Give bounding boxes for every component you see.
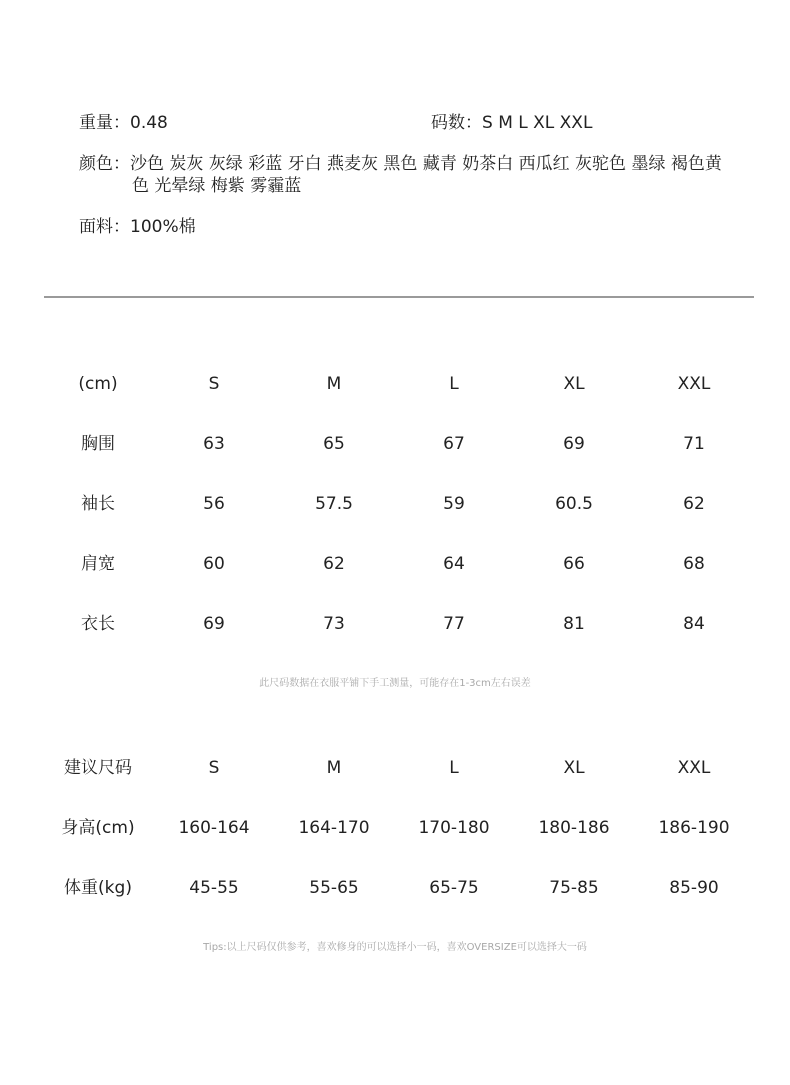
table-cell: 57.5 [315, 494, 353, 514]
table-cell: 77 [443, 614, 465, 634]
row-label: 肩宽 [81, 554, 115, 574]
section-divider [44, 296, 754, 298]
weight-spec [79, 112, 168, 134]
table-header-cell: S [208, 374, 220, 394]
table-cell: 56 [203, 494, 225, 514]
measurement-note: 此尺码数据在衣服平铺下手工测量，可能存在1-3cm左右误差 [259, 678, 531, 689]
measurement-header-row [0, 372, 790, 396]
table-cell: 69 [203, 614, 225, 634]
table-cell: 45-55 [189, 878, 239, 898]
row-label: 体重(kg) [64, 878, 132, 898]
row-label: 胸围 [81, 434, 115, 454]
table-cell: 64 [443, 554, 465, 574]
table-cell: 75-85 [549, 878, 599, 898]
table-cell: 85-90 [669, 878, 719, 898]
colors-label: 颜色： [79, 154, 130, 174]
table-cell: 62 [683, 494, 705, 514]
table-cell: 160-164 [178, 818, 250, 838]
table-cell: 59 [443, 494, 465, 514]
table-cell: 73 [323, 614, 345, 634]
table-header-cell: (cm) [78, 374, 118, 394]
table-header-cell: 建议尺码 [64, 758, 132, 778]
table-row [0, 612, 790, 636]
sizes-label: 码数： [431, 113, 482, 133]
table-row [0, 876, 790, 900]
table-header-cell: XL [563, 758, 585, 778]
table-cell: 65 [323, 434, 345, 454]
table-header-cell: M [326, 374, 342, 394]
colors-line1: 沙色 炭灰 灰绿 彩蓝 牙白 燕麦灰 黑色 藏青 奶茶白 西瓜红 灰驼色 墨绿 褐色黄 [130, 154, 722, 174]
table-cell: 68 [683, 554, 705, 574]
table-header-cell: S [208, 758, 220, 778]
table-cell: 60.5 [555, 494, 593, 514]
table-cell: 55-65 [309, 878, 359, 898]
row-label: 衣长 [81, 614, 115, 634]
size-spec [431, 112, 592, 134]
table-cell: 66 [563, 554, 585, 574]
table-header-cell: L [449, 374, 459, 394]
weight-value: 0.48 [130, 113, 168, 133]
table-cell: 71 [683, 434, 705, 454]
sizes-value: S M L XL XXL [482, 113, 593, 133]
table-cell: 81 [563, 614, 585, 634]
color-spec [79, 153, 759, 197]
table-header-cell: M [326, 758, 342, 778]
table-cell: 60 [203, 554, 225, 574]
table-header-cell: XL [563, 374, 585, 394]
table-header-cell: XXL [677, 374, 711, 394]
table-cell: 62 [323, 554, 345, 574]
table-header-cell: XXL [677, 758, 711, 778]
table-cell: 69 [563, 434, 585, 454]
recommendation-header-row [0, 756, 790, 780]
fabric-spec [79, 216, 196, 238]
table-row [0, 552, 790, 576]
fabric-value: 100%棉 [130, 217, 196, 237]
row-label: 身高(cm) [61, 818, 135, 838]
table-row [0, 492, 790, 516]
fabric-label: 面料： [79, 217, 130, 237]
recommendation-tip: Tips:以上尺码仅供参考，喜欢修身的可以选择小一码，喜欢OVERSIZE可以选择大一码 [203, 942, 587, 953]
table-cell: 186-190 [658, 818, 730, 838]
table-cell: 65-75 [429, 878, 479, 898]
table-row [0, 816, 790, 840]
table-cell: 180-186 [538, 818, 610, 838]
row-label: 袖长 [81, 494, 115, 514]
table-header-cell: L [449, 758, 459, 778]
weight-label: 重量： [79, 113, 130, 133]
table-cell: 164-170 [298, 818, 370, 838]
table-row [0, 432, 790, 456]
table-cell: 84 [683, 614, 705, 634]
colors-line2: 色 光晕绿 梅紫 雾霾蓝 [132, 176, 302, 196]
table-cell: 63 [203, 434, 225, 454]
table-cell: 67 [443, 434, 465, 454]
table-cell: 170-180 [418, 818, 490, 838]
